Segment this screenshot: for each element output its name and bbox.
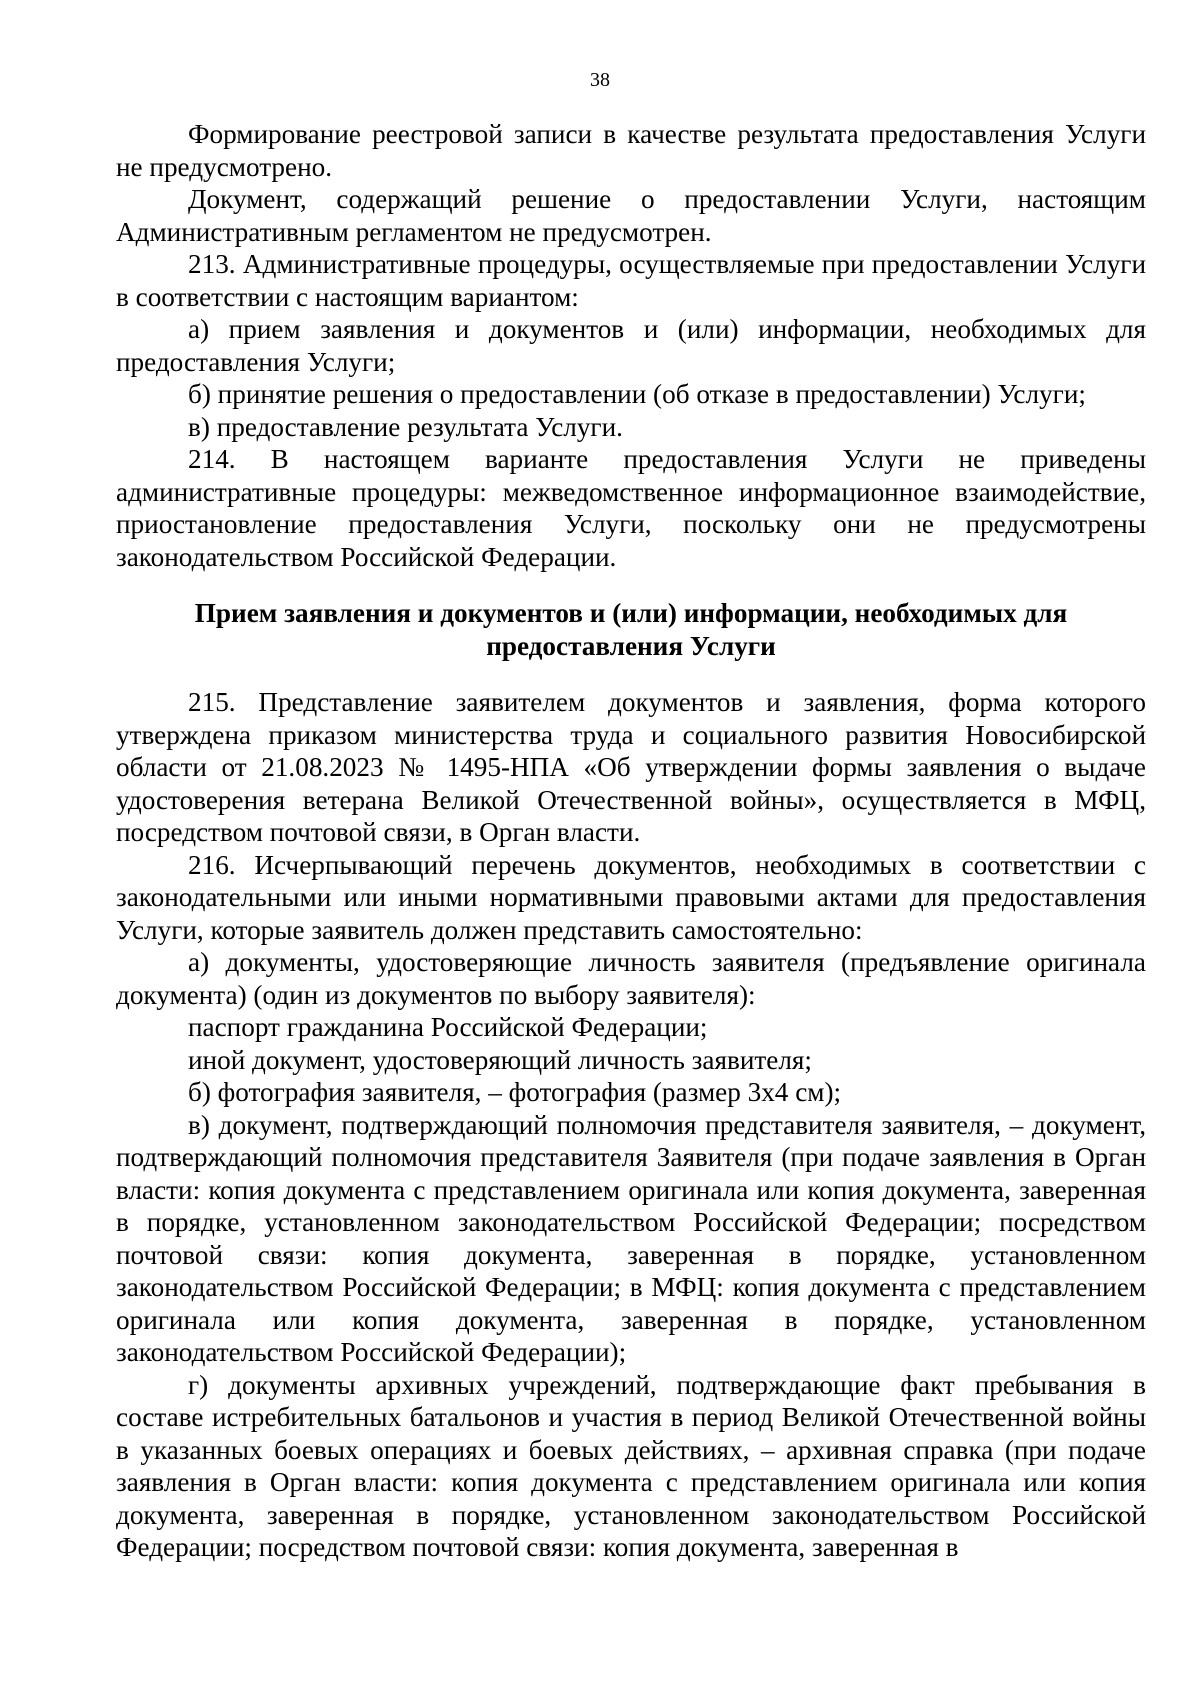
section-heading xyxy=(116,597,1146,662)
paragraph: 214. В настоящем варианте предоставления Услуги не приведены административные процедуры: межведомственное информационное взаимодействие, приостановление предоставления Услуги, поскольку они не предусмотрены законодательством Российской Федерации. xyxy=(116,444,1146,572)
section-heading-line: предоставления Услуги xyxy=(486,630,776,661)
paragraph: Документ, содержащий решение о предоставлении Услуги, настоящим Административным регламентом не предусмотрен. xyxy=(116,184,1146,247)
paragraph: 216. Исчерпывающий перечень документов, необходимых в соответствии с законодательными или иными нормативными правовыми актами для предоставления Услуги, которые заявитель должен представить самостоятельно: xyxy=(116,849,1146,945)
paragraph: а) прием заявления и документов и (или) информации, необходимых для предоставления Услуги; xyxy=(116,314,1146,377)
paragraph: г) документы архивных учреждений, подтверждающие факт пребывания в составе истребительных батальонов и участия в период Великой Отечественной войны в указанных боевых операциях и боевых действиях, – архивная справка (при подаче заявления в Орган власти: копия документа с представлением оригинала или копия документа, заверенная в порядке, установленном законодательством Российской Федерации; посредством почтовой связи: копия документа, заверенная в xyxy=(116,1369,1146,1562)
paragraph: б) фотография заявителя, – фотография (размер 3х4 см); xyxy=(188,1077,842,1107)
page-number: 38 xyxy=(590,69,610,91)
paragraph: в) предоставление результата Услуги. xyxy=(188,411,623,442)
paragraph: б) принятие решения о предоставлении (об отказе в предоставлении) Услуги; xyxy=(188,379,1086,409)
paragraph: в) документ, подтверждающий полномочия представителя заявителя, – документ, подтверждающий полномочия представителя Заявителя (при подаче заявления в Орган власти: копия документа с представлением оригинала или копия документа, заверенная в порядке, установленном законодательством Российской Федерации; посредством почтовой связи: копия документа, заверенная в порядке, установленном законодательством Российской Федерации; в МФЦ: копия документа с представлением оригинала или копия документа, заверенная в порядке, установленном законодательством Российской Федерации); xyxy=(116,1109,1146,1367)
paragraph: а) документы, удостоверяющие личность заявителя (предъявление оригинала документа) (один из документов по выбору заявителя): xyxy=(116,947,1146,1010)
paragraph: 215. Представление заявителем документов и заявления, форма которого утверждена приказом министерства труда и социального развития Новосибирской области от 21.08.2023 № 1495-НПА «Об утверждении формы заявления о выдаче удостоверения ветерана Великой Отечественной войны», осуществляется в МФЦ, посредством почтовой связи, в Орган власти. xyxy=(116,687,1146,847)
section-heading-line: Прием заявления и документов и (или) информации, необходимых для xyxy=(194,598,1068,628)
paragraph: Формирование реестровой записи в качестве результата предоставления Услуги не предусмотрено. xyxy=(116,119,1146,182)
paragraph: паспорт гражданина Российской Федерации; xyxy=(188,1012,708,1042)
paragraph: иной документ, удостоверяющий личность заявителя; xyxy=(188,1044,812,1075)
paragraph: 213. Административные процедуры, осуществляемые при предоставлении Услуги в соответствии с настоящим вариантом: xyxy=(116,249,1146,312)
document-body xyxy=(116,118,1146,1564)
